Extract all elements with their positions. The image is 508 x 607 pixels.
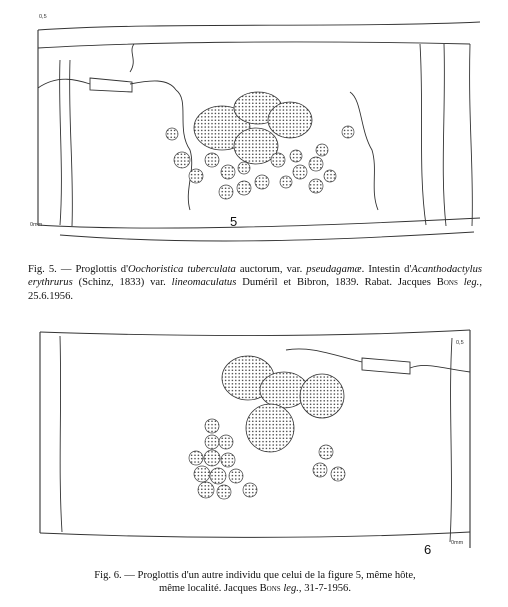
figure-6-drawing xyxy=(0,318,508,566)
caption-text: (Schinz, 1833) var. xyxy=(72,277,172,289)
scale-bottom-label: 0mm xyxy=(451,540,464,546)
collection-date: , 31-7-1956. xyxy=(298,583,352,595)
host-name: Acanthodactylus erythrurus xyxy=(28,264,482,289)
caption-text: auctorum, var. xyxy=(235,264,307,275)
scale-top-label: 0,5 xyxy=(456,340,464,346)
collection-date: , 25.6.1956. xyxy=(28,277,482,302)
figure-number: 5 xyxy=(230,214,238,229)
figure-5-drawing xyxy=(0,0,508,255)
variety-name: pseudagamæ xyxy=(306,264,362,275)
figure-6-caption xyxy=(20,569,490,596)
caption-text: Fig. 6. — Proglottis d'un autre individu que celui de la figure 5, même hôte, xyxy=(94,570,416,581)
proglottis-drawing-fig6 xyxy=(0,318,508,566)
leg-abbrev: leg. xyxy=(463,277,480,289)
caption-text: Fig. 5. — Proglottis d' xyxy=(28,264,128,275)
caption-text: Duméril et Bibron, 1839. Rabat. Jacques xyxy=(236,277,437,289)
collector-name: Bons xyxy=(259,583,281,595)
caption-text: même localité. Jacques xyxy=(158,583,260,595)
proglottis-drawing-fig5 xyxy=(0,0,508,255)
collector-name: Bons xyxy=(436,277,458,289)
species-name: Oochoristica tuberculata xyxy=(128,264,236,275)
figure-number: 6 xyxy=(424,542,432,557)
leg-abbrev: leg. xyxy=(283,583,299,595)
scale-bottom-label: 0mm xyxy=(30,222,43,228)
host-variety: lineomaculatus xyxy=(171,277,237,289)
caption-text: . Intestin d' xyxy=(361,264,412,275)
figure-5-caption xyxy=(28,263,482,303)
scale-top-label: 0,5 xyxy=(39,14,47,20)
